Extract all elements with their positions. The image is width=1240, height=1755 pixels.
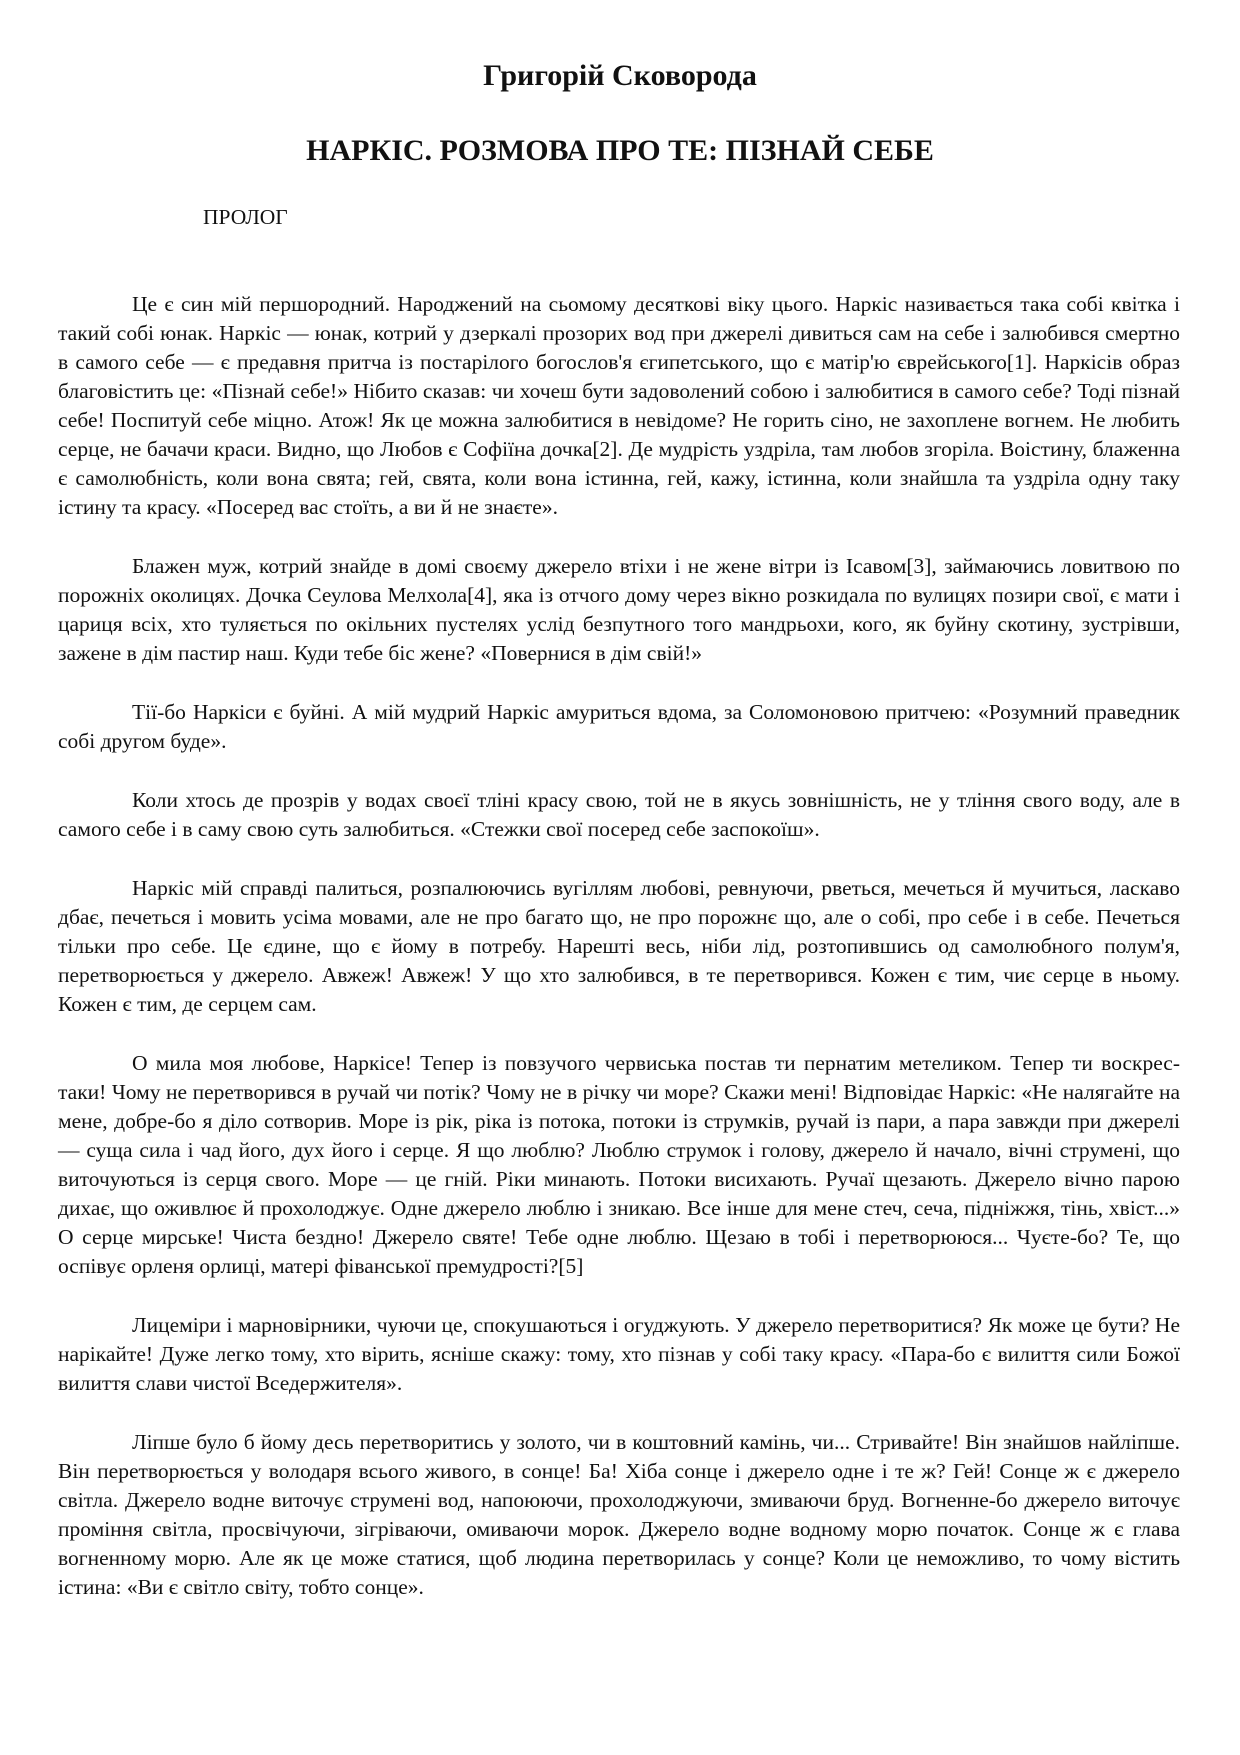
author-heading: Григорій Сковорода: [483, 59, 757, 92]
paragraph: Тії-бо Наркіси є буйні. А мій мудрий Наркіс амуриться вдома, за Соломоновою притчею: «Розумний праведник собі другом буде».: [58, 700, 1180, 753]
paragraph: Коли хтось де прозрів у водах своєї тліні красу свою, той не в якусь зовнішність, не у тління свого воду, але в самого себе і в саму свою суть залюбиться. «Стежки свої посеред себе заспокоїш».: [58, 788, 1180, 841]
paragraph: Блажен муж, котрий знайде в домі своєму джерело втіхи і не жене вітри із Ісавом[3], займаючись ловитвою по порожніх околицях. Дочка Сеулова Мелхола[4], яка із отчого дому через вікно розкидала по вулицях позири свої, є мати і цариця всіх, хто туляється по окільних пустелях услід безпутного того мандрьохи, кого, як буйну скотину, зустрівши, зажене в дім пастир наш. Куди тебе біс жене? «Повернися в дім свій!»: [58, 554, 1180, 665]
paragraph: Наркіс мій справді палиться, розпалюючись вугіллям любові, ревнуючи, рветься, мечеться й мучиться, ласкаво дбає, печеться і мовить усіма мовами, але не про багато що, не про порожнє що, але о собі, про себе і в себе. Печеться тільки про себе. Це єдине, що є йому в потребу. Нарешті весь, ніби лід, розтопившись од самолюбного полум'я, перетворюється у джерело. Авжеж! Авжеж! У що хто залюбився, в те перетворився. Кожен є тим, чиє серце в ньому. Кожен є тим, де серцем сам.: [58, 876, 1180, 1016]
paragraph: О мила моя любове, Наркісе! Тепер із повзучого червиська постав ти пернатим метеликом. Тепер ти воскрес-таки! Чому не перетворився в ручай чи потік? Чому не в річку чи море? Скажи мені! Відповідає Наркіс: «Не налягайте на мене, добре-бо я діло сотворив. Море із рік, ріка із потока, потоки із струмків, ручай із пари, а пара завжди при джерелі — суща сила і чад його, дух його і серце. Я що люблю? Люблю струмок і голову, джерело й начало, вічні струмені, що виточуються із серця свого. Море — це гній. Ріки минають. Потоки висихають. Ручаї щезають. Джерело вічно парою дихає, що оживлює й прохолоджує. Одне джерело люблю і зникаю. Все інше для мене стеч, сеча, підніжжя, тінь, хвіст...» О серце мирське! Чиста бездно! Джерело святе! Тебе одне люблю. Щезаю в тобі і перетворююся... Чуєте-бо? Те, що оспівує орленя орлиці, матері фіванської премудрості?[5]: [58, 1051, 1180, 1278]
section-heading: ПРОЛОГ: [203, 205, 288, 229]
paragraph: Лицеміри і марновірники, чуючи це, спокушаються і огуджують. У джерело перетворитися? Як може це бути? Не нарікайте! Дуже легко тому, хто вірить, ясніше скажу: тому, хто пізнав у собі таку красу. «Пара-бо є вилиття сили Божої вилиття слави чистої Вседержителя».: [58, 1313, 1180, 1395]
paragraph: Ліпше було б йому десь перетворитись у золото, чи в коштовний камінь, чи... Стривайте! Він знайшов найліпше. Він перетворюється у володаря всього живого, в сонце! Ба! Хіба сонце і джерело одне і те ж? Гей! Сонце ж є джерело світла. Джерело водне виточує струмені вод, напоюючи, прохолоджуючи, змиваючи бруд. Вогненне-бо джерело виточує проміння світла, просвічуючи, зігріваючи, омиваючи морок. Джерело водне водному морю початок. Сонце ж є глава вогненному морю. Але як це може статися, щоб людина перетворилась у сонце? Коли це неможливо, то чому вістить істина: «Ви є світло світу, тобто сонце».: [58, 1430, 1180, 1599]
document-title: НАРКІС. РОЗМОВА ПРО ТЕ: ПІЗНАЙ СЕБЕ: [306, 134, 934, 167]
paragraph: Це є син мій першородний. Народжений на сьомому десяткові віку цього. Наркіс називається така собі квітка і такий собі юнак. Наркіс — юнак, котрий у дзеркалі прозорих вод при джерелі дивиться сам на себе і залюбився смертно в самого себе — є предавня притча із постарілого богослов'я єгипетського, що є матір'ю єврейського[1]. Наркісів образ благовістить це: «Пізнай себе!» Нібито сказав: чи хочеш бути задоволений собою і залюбитися в самого себе? Тоді пізнай себе! Поспитуй себе міцно. Атож! Як це можна залюбитися в невідоме? Не горить сіно, не захоплене вогнем. Не любить серце, не бачачи краси. Видно, що Любов є Софіїна дочка[2]. Де мудрість уздріла, там любов згоріла. Воістину, блаженна є самолюбність, коли вона свята; гей, свята, коли вона істинна, гей, кажу, істинна, коли знайшла та уздріла одну таку істину та красу. «Посеред вас стоїть, а ви й не знаєте».: [58, 292, 1180, 519]
body-text: [58, 290, 1180, 1632]
